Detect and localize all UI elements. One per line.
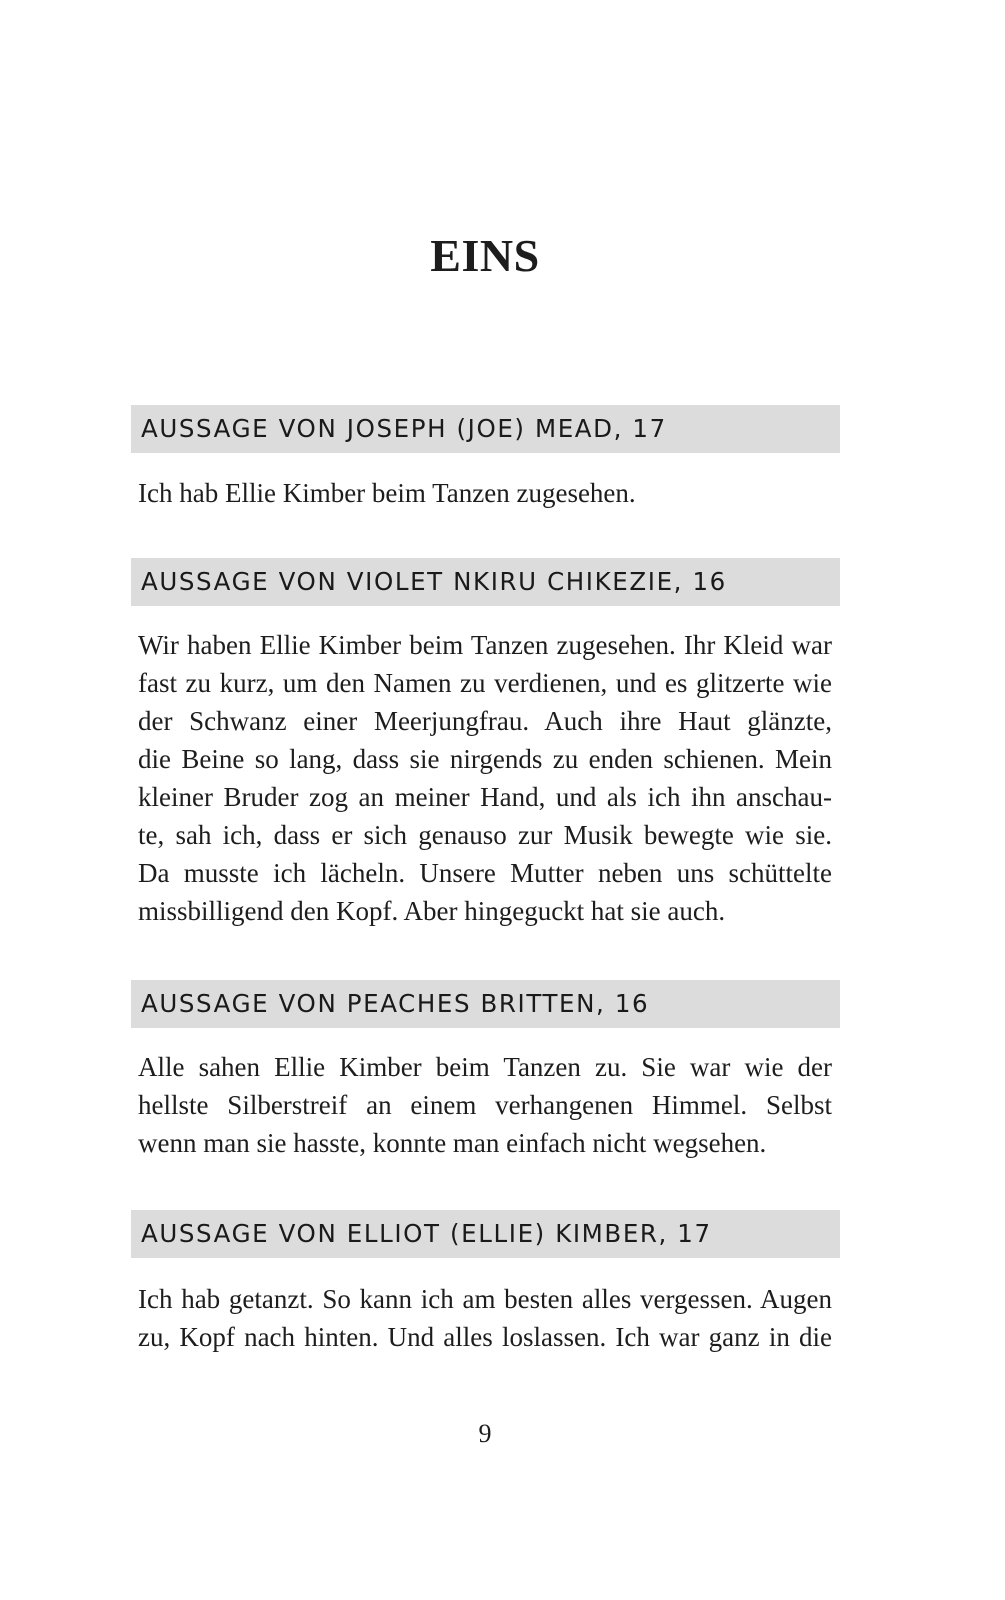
text-line: Alle sahen Ellie Kimber beim Tanzen zu. Sie war wie der [138, 1052, 832, 1082]
text-line: die Beine so lang, dass sie nirgends zu enden schienen. Mein [138, 744, 832, 774]
statement-text-peaches-britten [138, 1048, 832, 1162]
text-line: der Schwanz einer Meerjungfrau. Auch ihre Haut glänzte, [138, 706, 832, 736]
chapter-title: EINS [430, 230, 540, 281]
text-line: missbilligend den Kopf. Aber hingeguckt hat sie auch. [138, 896, 726, 926]
page-number: 9 [478, 1419, 492, 1448]
statement-header-joseph-mead: AUSSAGE VON JOSEPH (JOE) MEAD, 17 [131, 405, 840, 453]
text-line: zu, Kopf nach hinten. Und alles loslassen. Ich war ganz in die [138, 1322, 832, 1352]
text-line: Da musste ich lächeln. Unsere Mutter neben uns schüttelte [138, 858, 832, 888]
text-line: fast zu kurz, um den Namen zu verdienen, und es glitzerte wie [138, 668, 832, 698]
statement-text-violet-chikezie [138, 626, 832, 930]
text-line: te, sah ich, dass er sich genauso zur Musik bewegte wie sie. [138, 820, 832, 850]
text-line: Ich hab getanzt. So kann ich am besten alles vergessen. Augen [138, 1284, 832, 1314]
text-line: wenn man sie hasste, konnte man einfach nicht wegsehen. [138, 1128, 767, 1158]
statement-text-joseph-mead [138, 474, 832, 512]
statement-text-elliot-kimber [138, 1280, 832, 1356]
statement-header-violet-chikezie: AUSSAGE VON VIOLET NKIRU CHIKEZIE, 16 [131, 558, 840, 606]
text-line: Ich hab Ellie Kimber beim Tanzen zugesehen. [138, 478, 636, 508]
statement-header-peaches-britten: AUSSAGE VON PEACHES BRITTEN, 16 [131, 980, 840, 1028]
statement-header-elliot-kimber: AUSSAGE VON ELLIOT (ELLIE) KIMBER, 17 [131, 1210, 840, 1258]
text-line: hellste Silberstreif an einem verhangenen Himmel. Selbst [138, 1090, 832, 1120]
text-line: Wir haben Ellie Kimber beim Tanzen zugesehen. Ihr Kleid war [138, 630, 832, 660]
text-line: kleiner Bruder zog an meiner Hand, und als ich ihn anschau- [138, 782, 832, 812]
